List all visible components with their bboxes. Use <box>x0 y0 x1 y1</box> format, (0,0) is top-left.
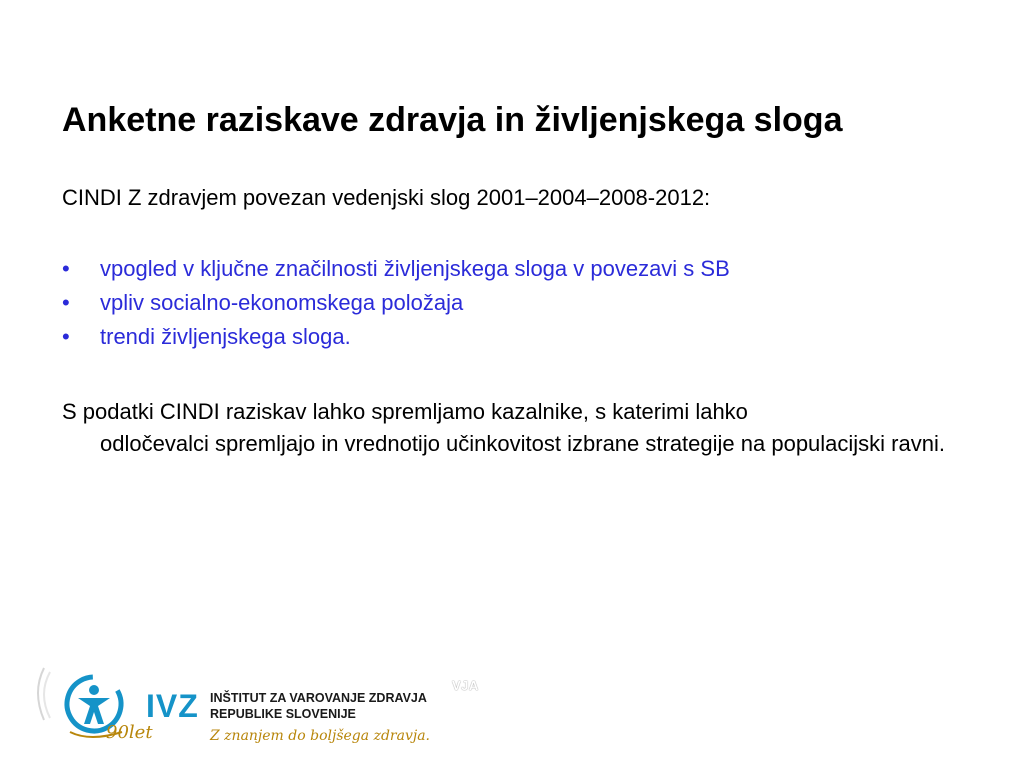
bullet-dot: • <box>62 324 70 349</box>
ghost-text: VJA <box>452 678 479 693</box>
bullet-dot: • <box>62 290 70 315</box>
paragraph-first-line: S podatki CINDI raziskav lahko spremljamo kazalnike, s katerimi lahko <box>62 399 748 424</box>
list-item <box>62 320 730 354</box>
bullet-text: trendi življenjskega sloga. <box>100 324 351 349</box>
decorative-arc <box>44 672 50 718</box>
paragraph-continuation: odločevalci spremljajo in vrednotijo učinkovitost izbrane strategije na populacijski ravni. <box>100 431 945 456</box>
bullet-text: vpogled v ključne značilnosti življenjskega sloga v povezavi s SB <box>100 256 730 281</box>
bullet-dot: • <box>62 256 70 281</box>
list-item <box>62 286 730 320</box>
org-line-1: INŠTITUT ZA VAROVANJE ZDRAVJA <box>210 691 427 705</box>
bullet-text: vpliv socialno-ekonomskega položaja <box>100 290 464 315</box>
organization-name <box>210 690 427 722</box>
slide-title: Anketne raziskave zdravja in življenjskega sloga <box>62 101 843 139</box>
intro-text: CINDI Z zdravjem povezan vedenjski slog 2001–2004–2008-2012: <box>62 185 711 210</box>
org-line-2: REPUBLIKE SLOVENIJE <box>210 707 356 721</box>
years-mark: 90let <box>106 722 153 743</box>
ivz-acronym: IVZ <box>146 688 199 724</box>
body-paragraph <box>62 396 982 460</box>
person-head-icon <box>89 685 99 695</box>
list-item <box>62 252 730 286</box>
person-body-icon <box>78 698 110 724</box>
bullet-list <box>62 252 730 354</box>
slogan: Z znanjem do boljšega zdravja. <box>210 728 430 744</box>
